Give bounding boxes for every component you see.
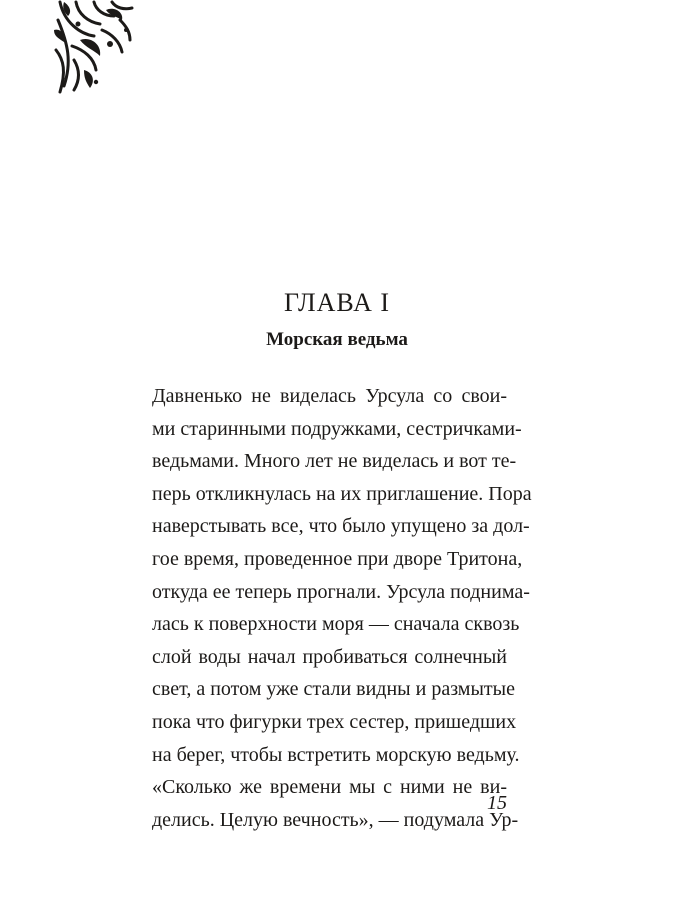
text-line: откуда ее теперь прогнали. Урсула поднима- <box>152 580 530 603</box>
chapter-heading: ГЛАВА I <box>283 288 391 317</box>
text-line: перь откликнулась на их приглашение. Пора <box>152 482 532 505</box>
text-line: на берег, чтобы встретить морскую ведьму. <box>152 743 520 766</box>
text-line: свет, а потом уже стали видны и размытые <box>152 678 515 701</box>
ornament-corner-icon <box>50 0 136 96</box>
text-line: ми старинными подружками, сестричками- <box>152 417 522 440</box>
text-line: делись. Целую вечность», — подумала Ур- <box>152 808 519 831</box>
text-line: «Сколько же времени мы с ними не ви- <box>152 776 507 799</box>
text-line: слой воды начал пробиваться солнечный <box>152 645 507 668</box>
body-text <box>152 380 532 836</box>
text-line: лась к поверхности моря — сначала сквозь <box>152 613 520 636</box>
text-line: пока что фигурки трех сестер, пришедших <box>152 710 517 733</box>
text-line: Давненько не виделась Урсула со свои- <box>152 385 507 407</box>
chapter-title: Морская ведьма <box>266 329 408 350</box>
text-line: наверстывать все, что было упущено за дол- <box>152 515 530 538</box>
text-line: ведьмами. Много лет не виделась и вот те- <box>152 450 517 473</box>
text-line: гое время, проведенное при дворе Тритона, <box>152 547 523 570</box>
page-number: 15 <box>487 792 507 814</box>
